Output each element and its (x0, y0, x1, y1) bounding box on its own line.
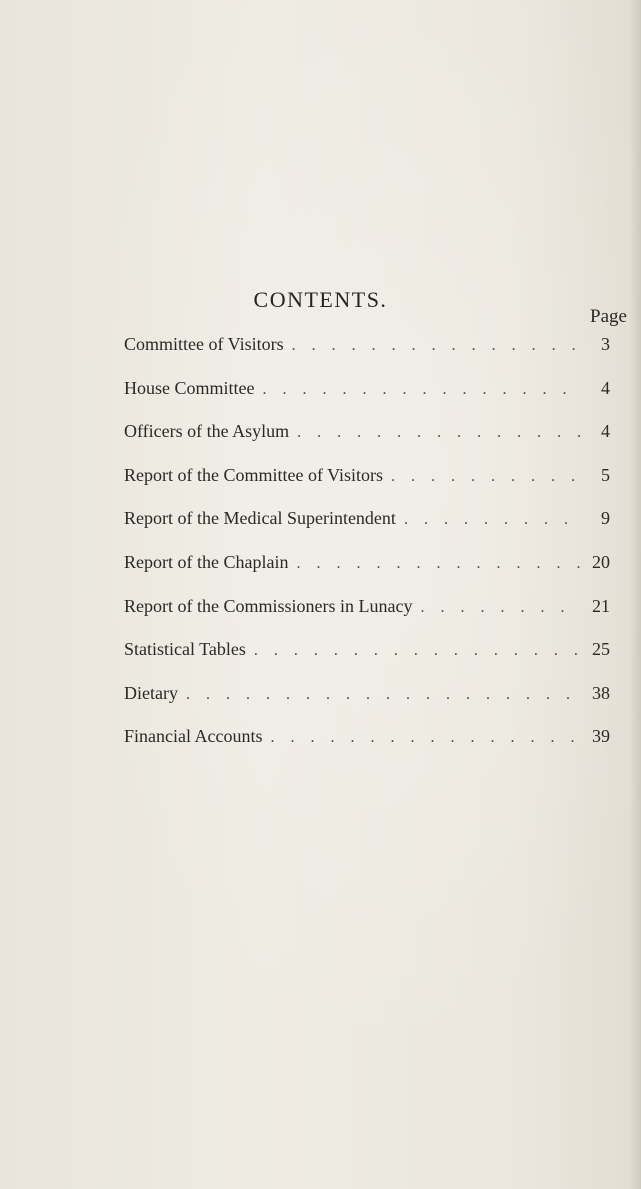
toc-entry-page: 21 (592, 595, 610, 616)
dot-leader (186, 686, 580, 704)
toc-entry-label: Report of the Medical Superintendent (124, 508, 396, 529)
toc-entry-page: 20 (592, 551, 610, 572)
toc-entry-page: 38 (592, 682, 610, 703)
toc-entry-label: Dietary (124, 682, 178, 703)
page-title: CONTENTS. (253, 286, 388, 312)
toc-entry-dietary (124, 683, 610, 727)
dot-leader (254, 642, 580, 660)
toc-entry-report-committee-visitors (124, 465, 610, 509)
table-of-contents (124, 334, 610, 770)
toc-entry-label: Financial Accounts (124, 726, 263, 747)
toc-entry-report-chaplain (124, 552, 610, 596)
toc-entry-page: 25 (592, 639, 610, 660)
dot-leader (420, 599, 580, 617)
toc-entry-page: 39 (592, 726, 610, 747)
toc-entry-label: Statistical Tables (124, 639, 246, 660)
page-edge-shadow (629, 0, 641, 1189)
toc-entry-report-commissioners (124, 596, 610, 640)
dot-leader (297, 424, 580, 442)
toc-entry-page: 3 (601, 334, 610, 354)
toc-entry-page: 4 (601, 421, 610, 442)
page-column-header: Page (590, 306, 627, 327)
toc-entry-label: House Committee (124, 377, 255, 398)
toc-entry-officers (124, 421, 610, 465)
dot-leader (292, 337, 580, 355)
dot-leader (270, 729, 580, 747)
dot-leader (262, 381, 580, 399)
toc-entry-label: Report of the Committee of Visitors (124, 464, 384, 485)
toc-entry-label: Committee of Visitors (124, 334, 284, 354)
toc-entry-statistical-tables (124, 639, 610, 683)
toc-entry-label: Report of the Chaplain (124, 551, 289, 572)
dot-leader (296, 555, 580, 573)
toc-entry-label: Officers of the Asylum (124, 421, 290, 442)
toc-entry-house-committee (124, 378, 610, 422)
toc-entry-financial-accounts (124, 726, 610, 770)
toc-entry-committee-of-visitors (124, 334, 610, 378)
dot-leader (404, 511, 580, 529)
dot-leader (391, 468, 580, 486)
toc-entry-page: 5 (601, 464, 610, 485)
toc-entry-page: 4 (601, 377, 610, 398)
toc-entry-label: Report of the Commissioners in Lunacy (124, 595, 413, 616)
toc-entry-page: 9 (601, 508, 610, 529)
toc-entry-report-medical-superintendent (124, 508, 610, 552)
